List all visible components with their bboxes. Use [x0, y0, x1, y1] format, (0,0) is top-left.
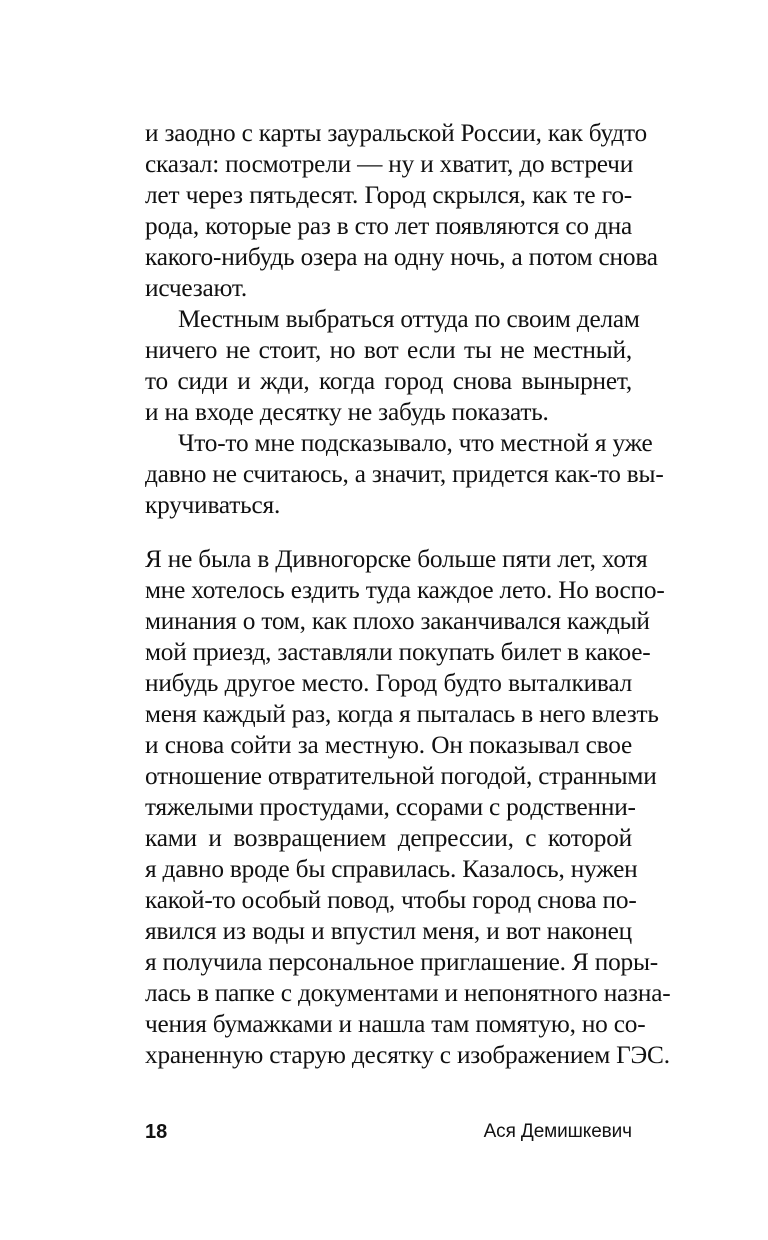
text-line: лет через пятьдесят. Город скрылся, как те го- — [145, 181, 632, 209]
text-line: лась в папке с документами и непонятного назна- — [145, 979, 671, 1007]
text-line: меня каждый раз, когда я пыталась в него влезть — [145, 700, 659, 728]
text-line: сказал: посмотрели — ну и хватит, до встречи — [145, 150, 634, 178]
text-line: ками и возвращением депрессии, с которой — [145, 824, 632, 852]
text-section-2 — [145, 544, 671, 1071]
text-line: ничего не стоит, но вот если ты не местный, — [145, 336, 632, 364]
text-line: и на входе десятку не забудь показать. — [145, 398, 549, 426]
author-name: Ася Демишкевич — [483, 1121, 632, 1142]
text-line: храненную старую десятку с изображением ГЭС. — [145, 1041, 670, 1069]
text-line: кручиваться. — [145, 491, 281, 519]
text-line: Я не была в Дивногорске больше пяти лет, хотя — [145, 545, 648, 573]
text-line: и снова сойти за местную. Он показывал свое — [145, 731, 632, 759]
text-line: я давно вроде бы справилась. Казалось, нужен — [145, 855, 638, 883]
text-line: мне хотелось ездить туда каждое лето. Но воспо- — [145, 576, 665, 604]
page-footer — [145, 1119, 632, 1145]
text-line: давно не считаюсь, а значит, придется как-то вы- — [145, 460, 664, 488]
text-line: я получила персональное приглашение. Я поры- — [145, 948, 658, 976]
text-line: тяжелыми простудами, ссорами с родственни- — [145, 793, 636, 821]
text-line: мой приезд, заставляли покупать билет в какое- — [145, 638, 651, 666]
text-line: исчезают. — [145, 274, 247, 302]
text-line: минания о том, как плохо заканчивался каждый — [145, 607, 650, 635]
paragraph-first-line: Что-то мне подсказывало, что местной я уже — [178, 429, 653, 457]
text-section-1 — [145, 118, 664, 521]
text-line: рода, которые раз в сто лет появляются со дна — [145, 212, 632, 240]
text-line: нибудь другое место. Город будто выталкивал — [145, 669, 632, 697]
text-line: отношение отвратительной погодой, странными — [145, 762, 657, 790]
text-line: явился из воды и впустил меня, и вот наконец — [145, 917, 632, 945]
text-line: и заодно с карты зауральской России, как будто — [145, 119, 647, 147]
text-line: то сиди и жди, когда город снова вынырнет, — [145, 367, 632, 395]
text-line: какой-то особый повод, чтобы город снова по- — [145, 886, 637, 914]
text-line: какого-нибудь озера на одну ночь, а потом снова — [145, 243, 658, 271]
text-line: чения бумажками и нашла там помятую, но со- — [145, 1010, 646, 1038]
paragraph-first-line: Местным выбраться оттуда по своим делам — [178, 305, 640, 333]
page-number: 18 — [145, 1121, 168, 1143]
